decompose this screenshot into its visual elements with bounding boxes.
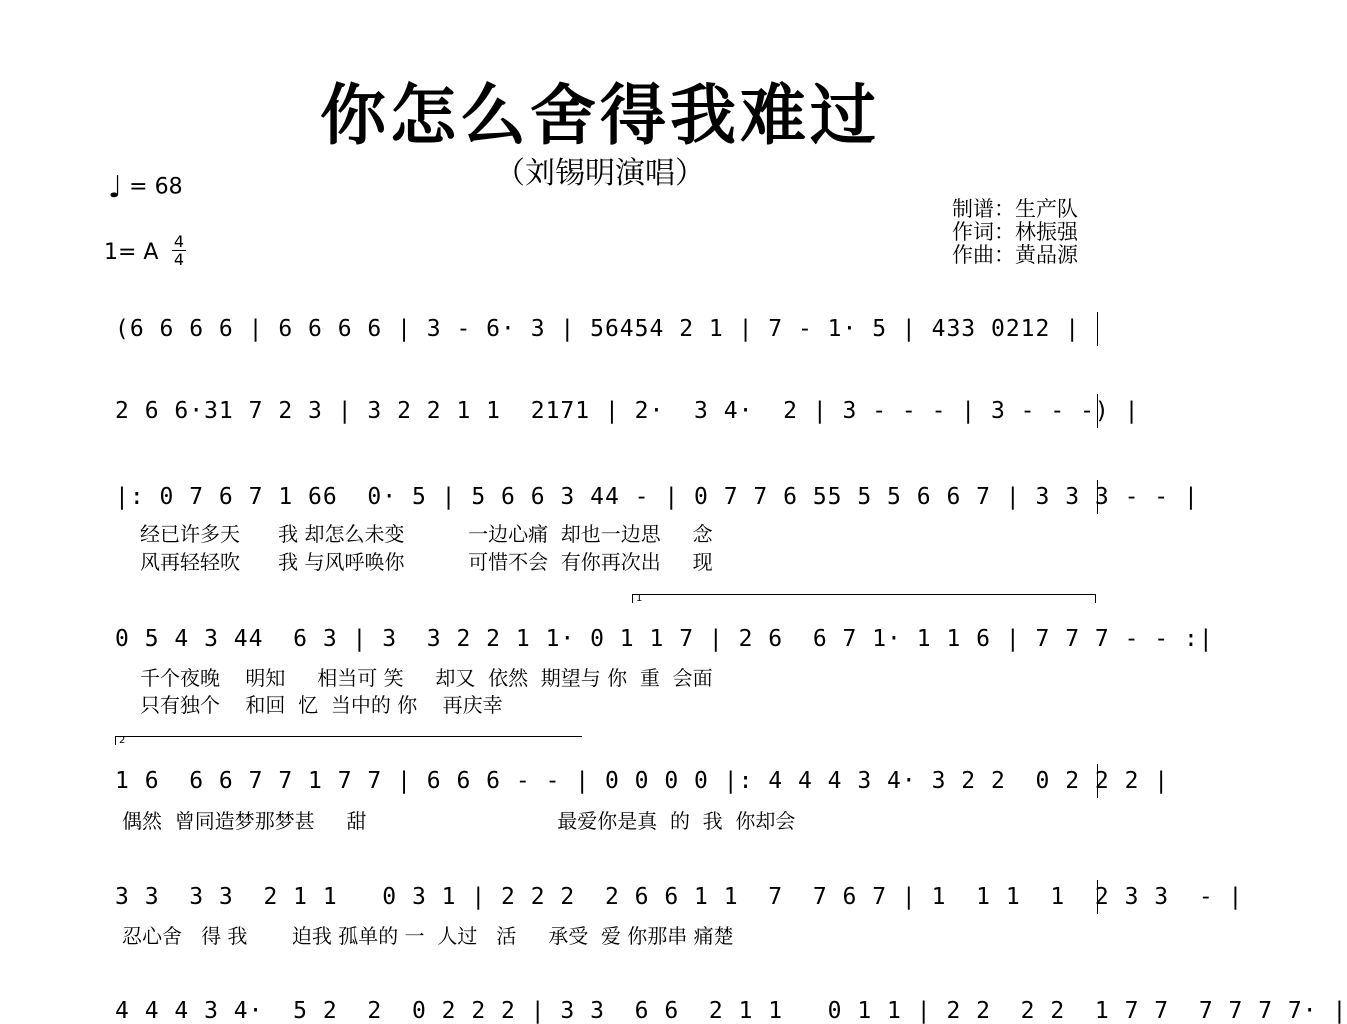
time-signature-bottom: 4 xyxy=(173,250,185,269)
credit-lyricist: 作词：林振强 xyxy=(952,220,1078,244)
second-ending-number: 2 xyxy=(119,735,126,746)
barline xyxy=(1097,880,1098,914)
lyric-row-4-verse-2: 只有独个 和回 忆 当中的 你 再庆幸 xyxy=(140,693,503,717)
barline xyxy=(1097,394,1098,428)
quarter-note-icon: ♩ xyxy=(108,170,123,205)
second-ending-bracket xyxy=(115,736,582,745)
notation-row-5: 1 6 6 6 7 7 1 7 7 | 6 6 6 - - | 0 0 0 0 |: 4 4 4 3 4· 3 2 2 0 2 2 2 | xyxy=(115,768,1170,794)
credit-composer: 作曲：黄品源 xyxy=(952,243,1078,267)
notation-row-1: (6 6 6 6 | 6 6 6 6 | 3 - 6· 3 | 56454 2 1 | 7 - 1· 5 | 433 0212 | xyxy=(115,316,1081,342)
notation-row-2: 2 6 6·31 7 2 3 | 3 2 2 1 1 2171 | 2· 3 4· 2 | 3 - - - | 3 - - -) | xyxy=(115,398,1140,424)
song-subtitle: （刘锡明演唱） xyxy=(495,156,705,191)
tempo-marking xyxy=(108,170,183,205)
notation-row-3: |: 0 7 6 7 1 66 0· 5 | 5 6 6 3 44 - | 0 7 7 6 55 5 5 6 6 7 | 3 3 3 - - | xyxy=(115,484,1199,510)
credits-block xyxy=(952,198,1078,267)
barline xyxy=(1097,764,1098,798)
barline xyxy=(1097,480,1098,514)
notation-row-6: 3 3 3 3 2 1 1 0 3 1 | 2 2 2 2 6 6 1 1 7 7 6 7 | 1 1 1 1 2 3 3 - | xyxy=(115,884,1244,910)
first-ending-number: 1 xyxy=(636,593,643,604)
time-signature-top: 4 xyxy=(173,232,185,251)
lyric-row-5: 偶然 曾同造梦那梦甚 甜 最爱你是真 的 我 你却会 xyxy=(122,809,796,833)
lyric-row-6: 忍心舍 得 我 迫我 孤单的 一 人过 活 承受 爱 你那串 痛楚 xyxy=(122,924,734,948)
key-signature: 1= A xyxy=(104,240,159,265)
song-title: 你怎么舍得我难过 xyxy=(320,77,880,154)
first-ending-bracket xyxy=(632,594,1096,603)
notation-row-7: 4 4 4 3 4· 5 2 2 0 2 2 2 | 3 3 6 6 2 1 1 0 1 1 | 2 2 2 2 1 7 7 7 7 7 7· | xyxy=(115,998,1347,1024)
tempo-value: = 68 xyxy=(129,174,183,200)
time-signature xyxy=(172,234,186,267)
barline xyxy=(1097,312,1098,346)
credit-transcriber: 制谱：生产队 xyxy=(952,197,1078,221)
lyric-row-3-verse-2: 风再轻轻吹 我 与风呼唤你 可惜不会 有你再次出 现 xyxy=(140,550,713,574)
lyric-row-3-verse-1: 经已许多天 我 却怎么未变 一边心痛 却也一边思 念 xyxy=(140,522,713,546)
lyric-row-4-verse-1: 千个夜晚 明知 相当可 笑 却又 依然 期望与 你 重 会面 xyxy=(140,666,713,690)
notation-row-4: 0 5 4 3 44 6 3 | 3 3 2 2 1 1· 0 1 1 7 | 2 6 6 7 1· 1 1 6 | 7 7 7 - - :| xyxy=(115,626,1214,652)
